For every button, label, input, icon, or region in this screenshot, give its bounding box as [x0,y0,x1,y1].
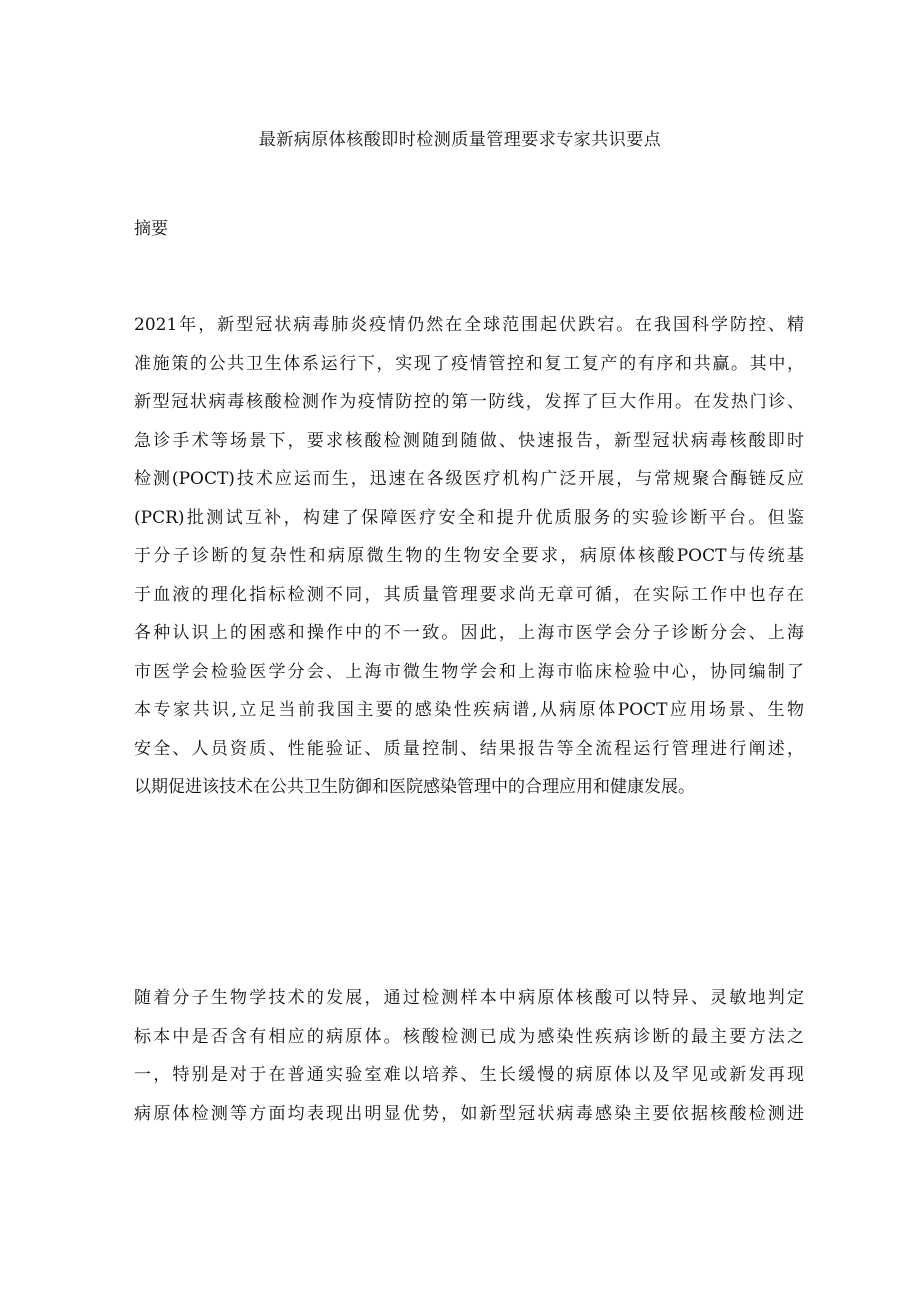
paragraph-line: 一，特别是对于在普通实验室难以培养、生长缓慢的病原体以及罕见或新发再现 [134,1065,804,1085]
paragraph-line: 新型冠状病毒核酸检测作为疫情防控的第一防线，发挥了巨大作用。在发热门诊、 [134,392,804,412]
paragraph-line: 检测(POCT)技术应运而生，迅速在各级医疗机构广泛开展，与常规聚合酶链反应 [134,469,804,489]
paragraph-line: 以期促进该技术在公共卫生防御和医院感染管理中的合理应用和健康发展。 [134,777,695,797]
paragraph-line: 安全、人员资质、性能验证、质量控制、结果报告等全流程运行管理进行阐述， [134,738,804,759]
body-paragraph [134,985,804,1139]
paragraph-line: 市医学会检验医学分会、上海市微生物学会和上海市临床检验中心，协同编制了 [134,661,804,682]
paragraph-line: 各种认识上的困惑和操作中的不一致。因此，上海市医学会分子诊断分会、上海 [134,623,804,643]
paragraph-line: 标本中是否含有相应的病原体。核酸检测已成为感染性疾病诊断的最主要方法之 [134,1026,804,1047]
document-title: 最新病原体核酸即时检测质量管理要求专家共识要点 [258,130,662,150]
paragraph-line: (PCR)批测试互补，构建了保障医疗安全和提升优质服务的实验诊断平台。但鉴 [134,507,804,528]
paragraph-line: 病原体检测等方面均表现出明显优势，如新型冠状病毒感染主要依据核酸检测进 [134,1103,804,1124]
paragraph-line: 准施策的公共卫生体系运行下，实现了疫情管控和复工复产的有序和共赢。其中， [134,353,804,374]
paragraph-line: 急诊手术等场景下，要求核酸检测随到随做、快速报告，新型冠状病毒核酸即时 [134,430,804,451]
paragraph-line: 于血液的理化指标检测不同，其质量管理要求尚无章可循，在实际工作中也存在 [134,584,804,605]
paragraph-line: 于分子诊断的复杂性和病原微生物的生物安全要求，病原体核酸POCT与传统基 [134,546,804,566]
paragraph-line: 随着分子生物学技术的发展，通过检测样本中病原体核酸可以特异、灵敏地判定 [134,988,804,1008]
paragraph-line: 本专家共识,立足当前我国主要的感染性疾病谱,从病原体POCT应用场景、生物 [134,700,804,720]
abstract-heading: 摘要 [134,219,168,239]
paragraph-line: 2021年，新型冠状病毒肺炎疫情仍然在全球范围起伏跌宕。在我国科学防控、精 [134,315,804,335]
abstract-paragraph [134,312,804,813]
